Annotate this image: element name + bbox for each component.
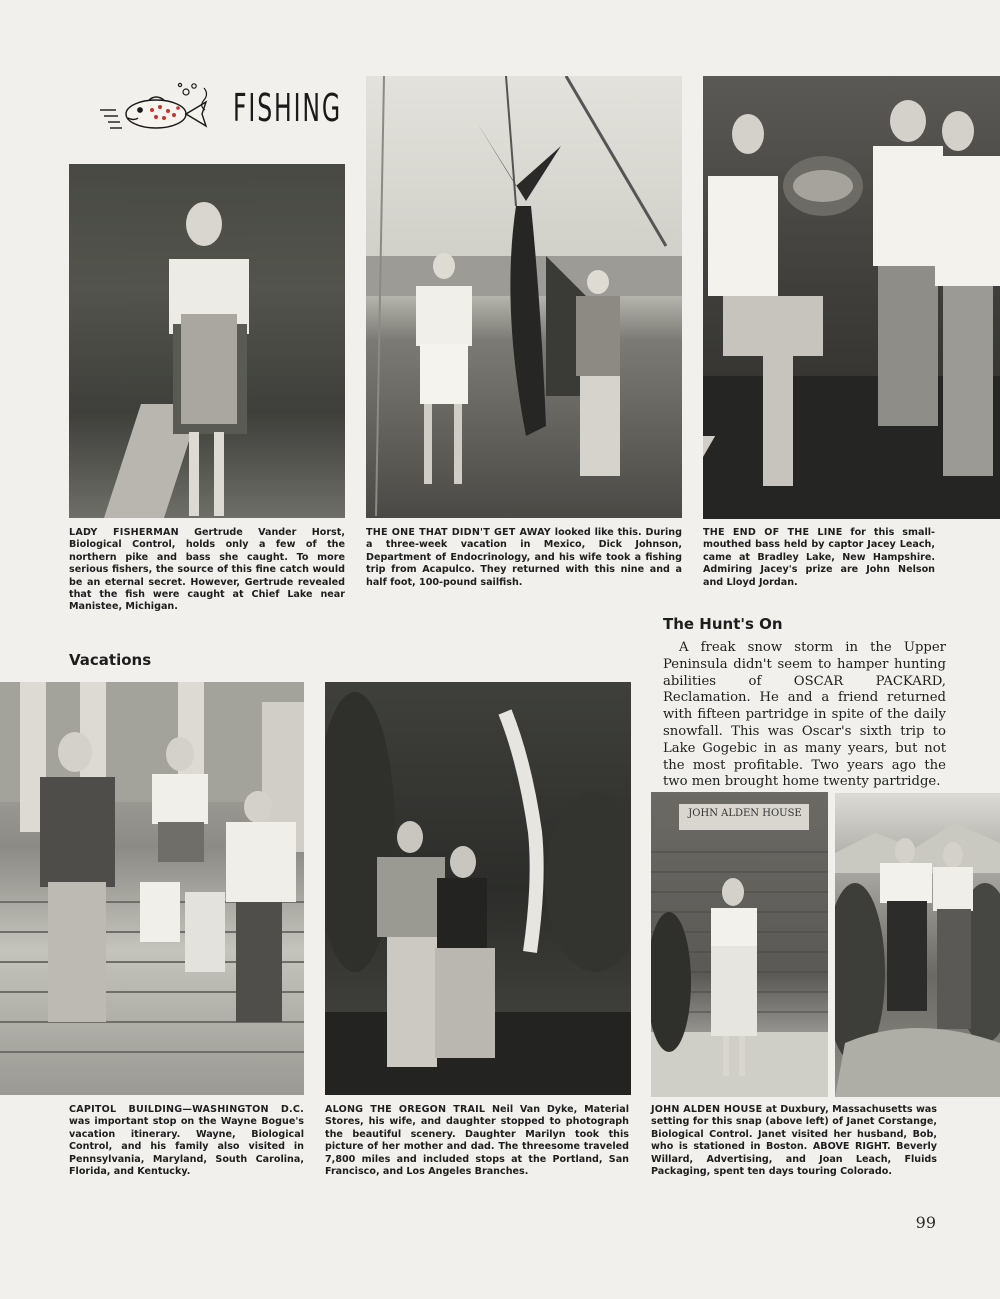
photo-colorado: [835, 793, 1000, 1097]
caption-lead: LADY FISHERMAN: [69, 527, 179, 538]
caption-lady-fisherman: [69, 527, 345, 614]
fish-with-bubbles-icon: [94, 80, 220, 140]
caption-text: Neil Van Dyke, Material Stores, his wife, and daughter stopped to photograph the beautiful scenery. Daughter Marilyn took this picture of her mother and dad. The threesome traveled 7,800 miles and included stops at the Portland, San Francisco, and Los Angeles Branches.: [325, 1104, 629, 1178]
article-body-hunt: [663, 640, 946, 791]
photo-sailfish: [366, 76, 682, 518]
section-heading-hunt: The Hunt's On: [663, 615, 783, 633]
caption-text: looked like this. During a three-week vacation in Mexico, Dick Johnson, Department of Endocrinology, and his wife took a fishing trip from Acapulco. They returned with this nine and a half foot, 100-pound sailfish.: [366, 527, 682, 588]
photo-oregon-trail: [325, 682, 631, 1095]
section-heading-vacations: Vacations: [69, 651, 152, 669]
photo-capitol: [0, 682, 304, 1095]
photo-john-alden-house: [651, 792, 828, 1097]
caption-text: for this small-mouthed bass held by captor Jacey Leach, came at Bradley Lake, New Hampshire. Admiring Jacey's prize are John Nelson and Lloyd Jordan.: [703, 527, 936, 588]
photo-lady-fisherman: [69, 164, 345, 518]
caption-text: was important stop on the Wayne Bogue's vacation itinerary. Wayne, Biological Control, and his family also visited in Pennsylvania, Maryland, South Carolina, Florida, and Kentucky.: [69, 1116, 304, 1178]
photo-end-of-line: [703, 76, 1000, 519]
caption-text: Gertrude Vander Horst, Biological Control, holds only a few of the northern pike and bass she caught. To more serious fishers, the source of this fine catch would be an eternal secret. However, Gertrude revealed that the fish were caught at Chief Lake near Manistee, Michigan.: [69, 527, 345, 613]
page-number: 99: [915, 1213, 936, 1232]
caption-sailfish: [366, 527, 682, 589]
page-title: FISHING: [233, 86, 343, 130]
caption-lead: THE END OF THE LINE: [703, 527, 843, 538]
caption-lead: CAPITOL BUILDING—WASHINGTON D.C.: [69, 1104, 304, 1115]
hunt-paragraph: A freak snow storm in the Upper Peninsula didn't seem to hamper hunting abilities of OSCAR PACKARD, Reclamation. He and a friend returned with fifteen partridge in spite of the daily snowfall. This was Oscar's sixth trip to Lake Gogebic in as many years, but not the most profitable. Two years ago the two men brought home twenty partridge.: [663, 640, 946, 790]
caption-oregon: [325, 1104, 629, 1178]
house-sign: JOHN ALDEN HOUSE: [688, 808, 802, 819]
caption-text: at Duxbury, Massachusetts was setting for this snap (above left) of Janet Corstange, Biological Control. Janet visited her husband, Bob, who is stationed in Boston. ABOVE RIGHT. Beverly Willard, Advertising, and Joan Leach, Fluids Packaging, spent ten days touring Colorado.: [651, 1104, 937, 1178]
caption-lead: THE ONE THAT DIDN'T GET AWAY: [366, 527, 551, 538]
caption-lead: JOHN ALDEN HOUSE: [651, 1104, 763, 1115]
caption-alden: [651, 1104, 937, 1178]
caption-lead: ALONG THE OREGON TRAIL: [325, 1104, 486, 1115]
caption-end-of-line: [703, 527, 935, 589]
caption-capitol: [69, 1104, 304, 1178]
